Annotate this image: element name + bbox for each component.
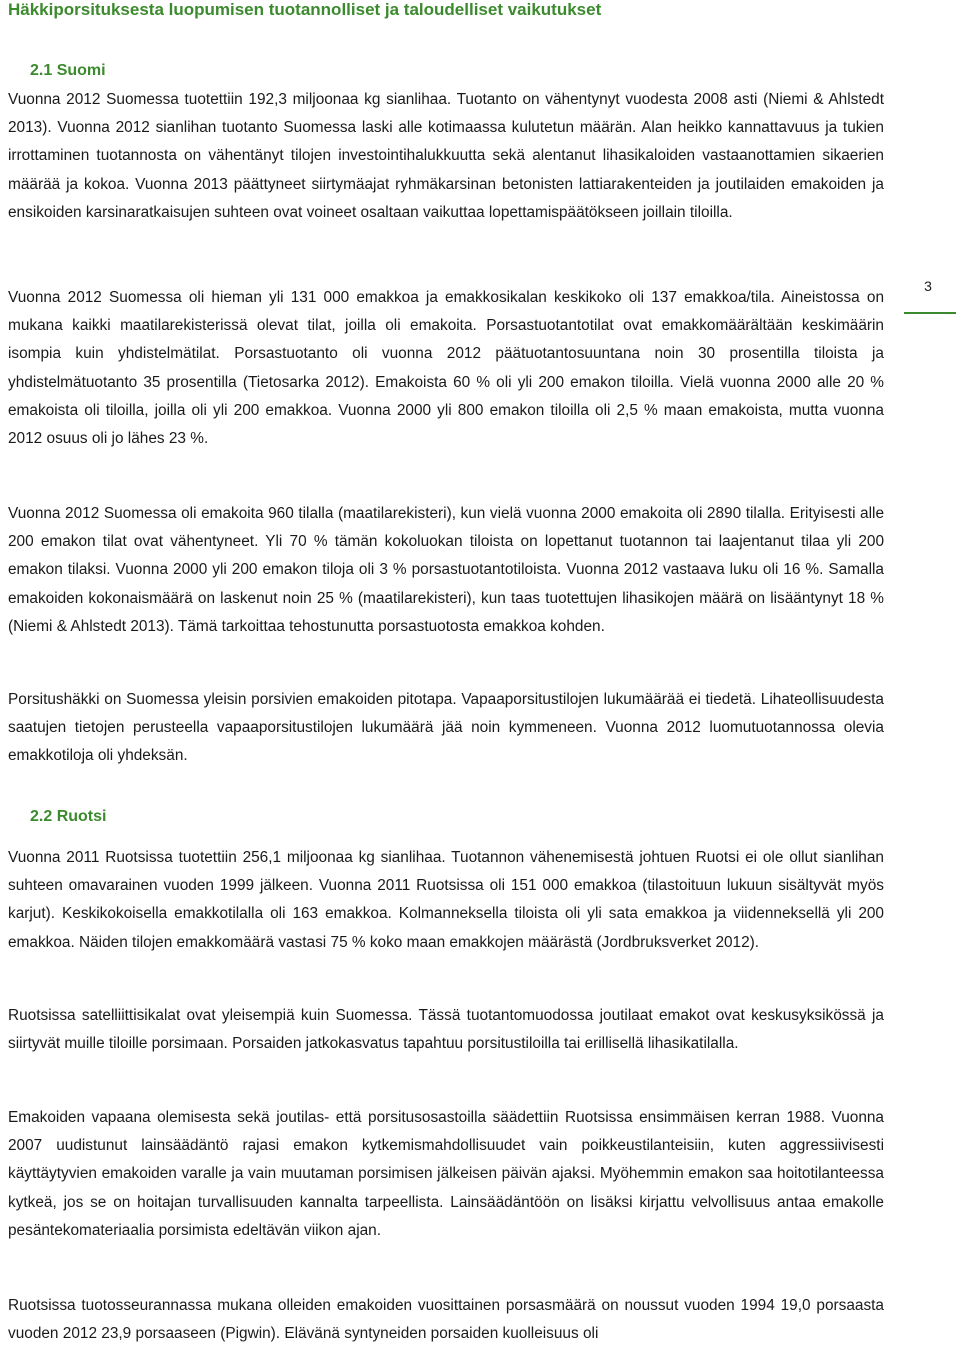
- paragraph: Vuonna 2012 Suomessa oli emakoita 960 tilalla (maatilarekisteri), kun vielä vuonna 2000 emakoita oli 2890 tilalla. Erityisesti alle 200 emakon tilat ovat vähentyneet. Yli 70 % tämän kokoluokan tiloista on lopettanut tuotannon tai laajentanut tilaa yli 200 emakon tilaksi. Vuonna 2000 yli 200 emakon tiloja oli 3 % porsastuotantotiloista. Vuonna 2012 vastaava luku oli 16 %. Samalla emakoiden kokonaismäärä on laskenut noin 25 % (maatilarekisteri), kun taas tuotettujen lihasikojen määrä on lisääntynyt 18 % (Niemi & Ahlstedt 2013). Tämä tarkoittaa tehostunutta porsastuotosta emakkoa kohden.: [8, 505, 884, 635]
- paragraph: Emakoiden vapaana olemisesta sekä joutilas- että porsitusosastoilla säädettiin Ruotsissa ensimmäisen kerran 1988. Vuonna 2007 uudistunut lainsäädäntö rajasi emakon kytkemismahdollisuudet vain poikkeustilanteisiin, kuten aggressiivisesti käyttäytyvien emakoiden varalle ja vain muutaman porsimisen jälkeisen päivän ajaksi. Myöhemmin emakon saa hoitotilanteessa kytkeä, jos se on hoitajan turvallisuuden kannalta tarpeellista. Lainsäädäntöön on lisäksi kirjattu velvollisuus antaa emakolle pesäntekomateriaalia porsimista edeltävän viikon ajan.: [8, 1109, 884, 1239]
- section-heading-ruotsi: 2.2 Ruotsi: [30, 808, 107, 825]
- paragraph: Vuonna 2012 Suomessa oli hieman yli 131 000 emakkoa ja emakkosikalan keskikoko oli 137 emakkoa/tila. Aineistossa on mukana kaikki maatilarekisterissä olevat tilat, joilla oli emakoita. Porsastuotantotilat ovat emakkomäärältään keskimäärin isompia kuin yhdistelmätilat. Porsastuotanto oli vuonna 2012 päätuotantosuuntana noin 30 prosentilla tiloista ja yhdistelmätuotanto 35 prosentilla (Tietosarka 2012). Emakoista 60 % oli yli 200 emakon tiloilla. Vielä vuonna 2000 alle 20 % emakoista oli tiloilla, joilla oli yli 200 emakkoa. Vuonna 2000 yli 800 emakon tiloilla oli 2,5 % maan emakoista, mutta vuonna 2012 osuus oli jo lähes 23 %.: [8, 289, 884, 448]
- paragraph: Ruotsissa satelliittisikalat ovat yleisempiä kuin Suomessa. Tässä tuotantomuodossa joutilaat emakot ovat keskusyksikössä ja siirtyvät muille tiloille porsimaan. Porsaiden jatkokasvatus tapahtuu porsitustiloilla tai erillisellä lihasikatilalla.: [8, 1007, 884, 1053]
- paragraph: Vuonna 2011 Ruotsissa tuotettiin 256,1 miljoonaa kg sianlihaa. Tuotannon vähenemisestä johtuen Ruotsi ei ole ollut sianlihan suhteen omavarainen vuoden 1999 jälkeen. Vuonna 2011 Ruotsissa oli 151 000 emakkoa (tilastoituun lukuun sisältyvät myös karjut). Keskikokoisella emakkotilalla oli 163 emakkoa. Kolmanneksella tiloista oli yli sata emakkoa ja viidenneksellä yli 200 emakkoa. Näiden tilojen emakkomäärä vastasi 75 % koko maan emakkojen määrästä (Jordbruksverket 2012).: [8, 849, 884, 951]
- document-title: Häkkiporsituksesta luopumisen tuotannolliset ja taloudelliset vaikutukset: [8, 0, 602, 19]
- page-number: 3: [924, 278, 932, 294]
- paragraph: Ruotsissa tuotosseurannassa mukana olleiden emakoiden vuosittainen porsasmäärä on noussut vuoden 1994 19,0 porsaasta vuoden 2012 23,9 porsaaseen (Pigwin). Elävänä syntyneiden porsaiden kuolleisuus oli: [8, 1297, 884, 1343]
- paragraph: Porsitushäkki on Suomessa yleisin porsivien emakoiden pitotapa. Vapaaporsitustilojen lukumäärää ei tiedetä. Lihateollisuudesta saatujen tietojen perusteella vapaaporsitustilojen lukumäärä jää noin kymmeneen. Vuonna 2012 luomutuotannossa olevia emakkotiloja oli yhdeksän.: [8, 691, 884, 765]
- page-number-rule: [904, 312, 956, 314]
- section-heading-suomi: 2.1 Suomi: [30, 62, 106, 79]
- paragraph: Vuonna 2012 Suomessa tuotettiin 192,3 miljoonaa kg sianlihaa. Tuotanto on vähentynyt vuodesta 2008 asti (Niemi & Ahlstedt 2013). Vuonna 2012 sianlihan tuotanto Suomessa laski alle kotimaassa kulutetun määrän. Alan heikko kannattavuus ja tukien irrottaminen tuotannosta on vähentänyt tilojen investointihalukkuutta sekä alentanut lihasikaloiden vastaanottamien sikaerien määrää ja kokoa. Vuonna 2013 päättyneet siirtymäajat ryhmäkarsinan betonisten lattiarakenteiden ja joutilaiden emakoiden ja ensikoiden karsinaratkaisujen suhteen ovat voineet osaltaan vaikuttaa lopettamispäätökseen joillain tiloilla.: [8, 91, 884, 221]
